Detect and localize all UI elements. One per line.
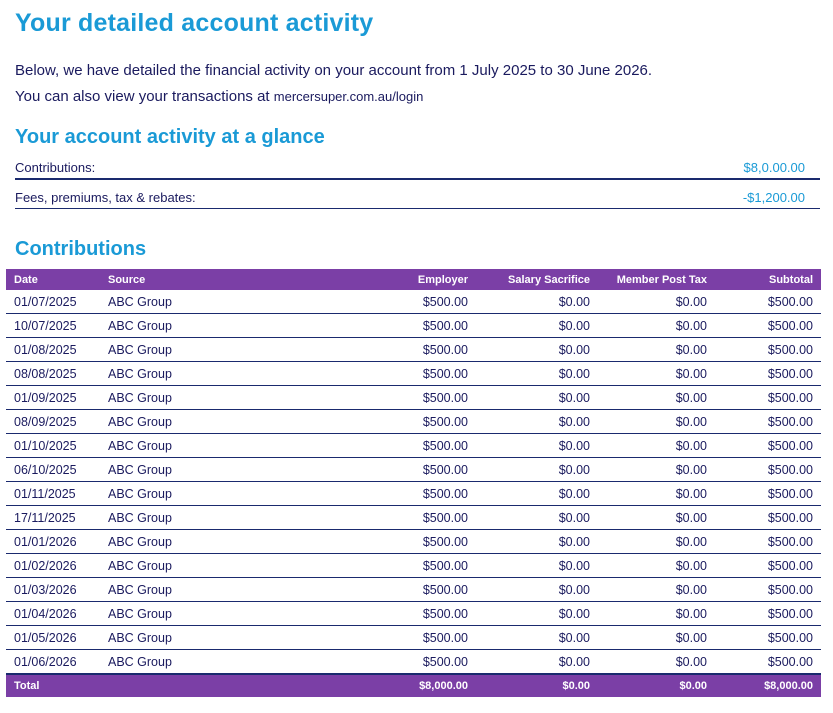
intro-transactions-prefix: You can also view your transactions at [15, 88, 270, 105]
cell-date: 08/08/2025 [6, 362, 100, 386]
column-header-member-post-tax: Member Post Tax [598, 269, 715, 290]
cell-source: ABC Group [100, 458, 310, 482]
total-source [100, 674, 310, 697]
cell-subtotal: $500.00 [715, 290, 821, 314]
table-row [6, 362, 821, 386]
cell-salary-sacrifice: $0.00 [476, 290, 598, 314]
table-row [6, 530, 821, 554]
cell-source: ABC Group [100, 554, 310, 578]
cell-member-post-tax: $0.00 [598, 458, 715, 482]
cell-date: 17/11/2025 [6, 506, 100, 530]
cell-date: 01/10/2025 [6, 434, 100, 458]
table-row [6, 290, 821, 314]
table-row [6, 506, 821, 530]
cell-subtotal: $500.00 [715, 650, 821, 675]
cell-subtotal: $500.00 [715, 458, 821, 482]
intro-transactions-line [15, 88, 423, 105]
cell-employer: $500.00 [310, 482, 476, 506]
cell-subtotal: $500.00 [715, 530, 821, 554]
cell-subtotal: $500.00 [715, 434, 821, 458]
cell-date: 01/02/2026 [6, 554, 100, 578]
cell-source: ABC Group [100, 650, 310, 675]
cell-salary-sacrifice: $0.00 [476, 650, 598, 675]
total-subtotal: $8,000.00 [715, 674, 821, 697]
table-row [6, 626, 821, 650]
contributions-table [6, 269, 821, 697]
cell-member-post-tax: $0.00 [598, 554, 715, 578]
glance-value: $8,0.00.00 [743, 160, 805, 175]
cell-employer: $500.00 [310, 410, 476, 434]
cell-source: ABC Group [100, 506, 310, 530]
glance-heading: Your account activity at a glance [15, 126, 325, 148]
cell-subtotal: $500.00 [715, 362, 821, 386]
cell-employer: $500.00 [310, 602, 476, 626]
cell-source: ABC Group [100, 338, 310, 362]
cell-source: ABC Group [100, 626, 310, 650]
cell-subtotal: $500.00 [715, 410, 821, 434]
column-header-employer: Employer [310, 269, 476, 290]
cell-subtotal: $500.00 [715, 578, 821, 602]
cell-employer: $500.00 [310, 362, 476, 386]
cell-subtotal: $500.00 [715, 338, 821, 362]
cell-member-post-tax: $0.00 [598, 578, 715, 602]
cell-employer: $500.00 [310, 386, 476, 410]
cell-employer: $500.00 [310, 338, 476, 362]
column-header-salary-sacrifice: Salary Sacrifice [476, 269, 598, 290]
cell-member-post-tax: $0.00 [598, 290, 715, 314]
cell-salary-sacrifice: $0.00 [476, 554, 598, 578]
cell-salary-sacrifice: $0.00 [476, 626, 598, 650]
glance-label: Fees, premiums, tax & rebates: [15, 190, 196, 205]
cell-source: ABC Group [100, 362, 310, 386]
table-row [6, 410, 821, 434]
cell-source: ABC Group [100, 314, 310, 338]
cell-date: 01/05/2026 [6, 626, 100, 650]
cell-member-post-tax: $0.00 [598, 602, 715, 626]
table-row [6, 434, 821, 458]
cell-salary-sacrifice: $0.00 [476, 410, 598, 434]
cell-source: ABC Group [100, 386, 310, 410]
column-header-subtotal: Subtotal [715, 269, 821, 290]
cell-salary-sacrifice: $0.00 [476, 482, 598, 506]
table-row [6, 578, 821, 602]
total-label: Total [6, 674, 100, 697]
cell-date: 01/11/2025 [6, 482, 100, 506]
page-title: Your detailed account activity [15, 9, 374, 37]
cell-salary-sacrifice: $0.00 [476, 602, 598, 626]
cell-member-post-tax: $0.00 [598, 338, 715, 362]
glance-row-contributions [15, 158, 820, 180]
column-header-date: Date [6, 269, 100, 290]
total-employer: $8,000.00 [310, 674, 476, 697]
cell-source: ABC Group [100, 530, 310, 554]
cell-subtotal: $500.00 [715, 506, 821, 530]
glance-label: Contributions: [15, 160, 96, 175]
table-row [6, 650, 821, 675]
table-row [6, 554, 821, 578]
cell-source: ABC Group [100, 602, 310, 626]
cell-salary-sacrifice: $0.00 [476, 386, 598, 410]
cell-date: 01/09/2025 [6, 386, 100, 410]
cell-date: 01/01/2026 [6, 530, 100, 554]
table-row [6, 314, 821, 338]
cell-member-post-tax: $0.00 [598, 626, 715, 650]
cell-date: 10/07/2025 [6, 314, 100, 338]
cell-member-post-tax: $0.00 [598, 362, 715, 386]
cell-date: 01/03/2026 [6, 578, 100, 602]
cell-employer: $500.00 [310, 434, 476, 458]
glance-row-fees [15, 188, 820, 209]
cell-employer: $500.00 [310, 578, 476, 602]
cell-salary-sacrifice: $0.00 [476, 362, 598, 386]
cell-subtotal: $500.00 [715, 314, 821, 338]
cell-employer: $500.00 [310, 530, 476, 554]
cell-employer: $500.00 [310, 650, 476, 675]
table-total-row [6, 674, 821, 697]
cell-date: 01/08/2025 [6, 338, 100, 362]
transactions-link[interactable]: mercersuper.com.au/login [273, 89, 424, 104]
cell-member-post-tax: $0.00 [598, 386, 715, 410]
cell-employer: $500.00 [310, 314, 476, 338]
cell-source: ABC Group [100, 482, 310, 506]
cell-member-post-tax: $0.00 [598, 434, 715, 458]
cell-subtotal: $500.00 [715, 554, 821, 578]
contributions-heading: Contributions [15, 238, 147, 260]
cell-employer: $500.00 [310, 554, 476, 578]
cell-member-post-tax: $0.00 [598, 506, 715, 530]
cell-employer: $500.00 [310, 506, 476, 530]
cell-member-post-tax: $0.00 [598, 650, 715, 675]
cell-salary-sacrifice: $0.00 [476, 506, 598, 530]
cell-subtotal: $500.00 [715, 386, 821, 410]
cell-salary-sacrifice: $0.00 [476, 530, 598, 554]
cell-source: ABC Group [100, 578, 310, 602]
cell-subtotal: $500.00 [715, 482, 821, 506]
cell-date: 01/07/2025 [6, 290, 100, 314]
table-row [6, 458, 821, 482]
cell-member-post-tax: $0.00 [598, 314, 715, 338]
cell-member-post-tax: $0.00 [598, 482, 715, 506]
cell-member-post-tax: $0.00 [598, 410, 715, 434]
cell-source: ABC Group [100, 290, 310, 314]
table-row [6, 338, 821, 362]
cell-source: ABC Group [100, 410, 310, 434]
cell-member-post-tax: $0.00 [598, 530, 715, 554]
table-row [6, 482, 821, 506]
cell-employer: $500.00 [310, 626, 476, 650]
glance-value: -$1,200.00 [742, 190, 805, 205]
cell-date: 01/04/2026 [6, 602, 100, 626]
cell-subtotal: $500.00 [715, 626, 821, 650]
cell-employer: $500.00 [310, 290, 476, 314]
column-header-source: Source [100, 269, 310, 290]
cell-employer: $500.00 [310, 458, 476, 482]
cell-salary-sacrifice: $0.00 [476, 338, 598, 362]
cell-subtotal: $500.00 [715, 602, 821, 626]
intro-text: Below, we have detailed the financial activity on your account from 1 July 2025 to 30 June 2026. [15, 62, 653, 79]
total-salary-sacrifice: $0.00 [476, 674, 598, 697]
cell-salary-sacrifice: $0.00 [476, 314, 598, 338]
cell-salary-sacrifice: $0.00 [476, 458, 598, 482]
cell-date: 06/10/2025 [6, 458, 100, 482]
table-row [6, 386, 821, 410]
cell-salary-sacrifice: $0.00 [476, 578, 598, 602]
cell-date: 01/06/2026 [6, 650, 100, 675]
cell-date: 08/09/2025 [6, 410, 100, 434]
cell-source: ABC Group [100, 434, 310, 458]
table-header-row [6, 269, 821, 290]
total-member-post-tax: $0.00 [598, 674, 715, 697]
cell-salary-sacrifice: $0.00 [476, 434, 598, 458]
table-row [6, 602, 821, 626]
